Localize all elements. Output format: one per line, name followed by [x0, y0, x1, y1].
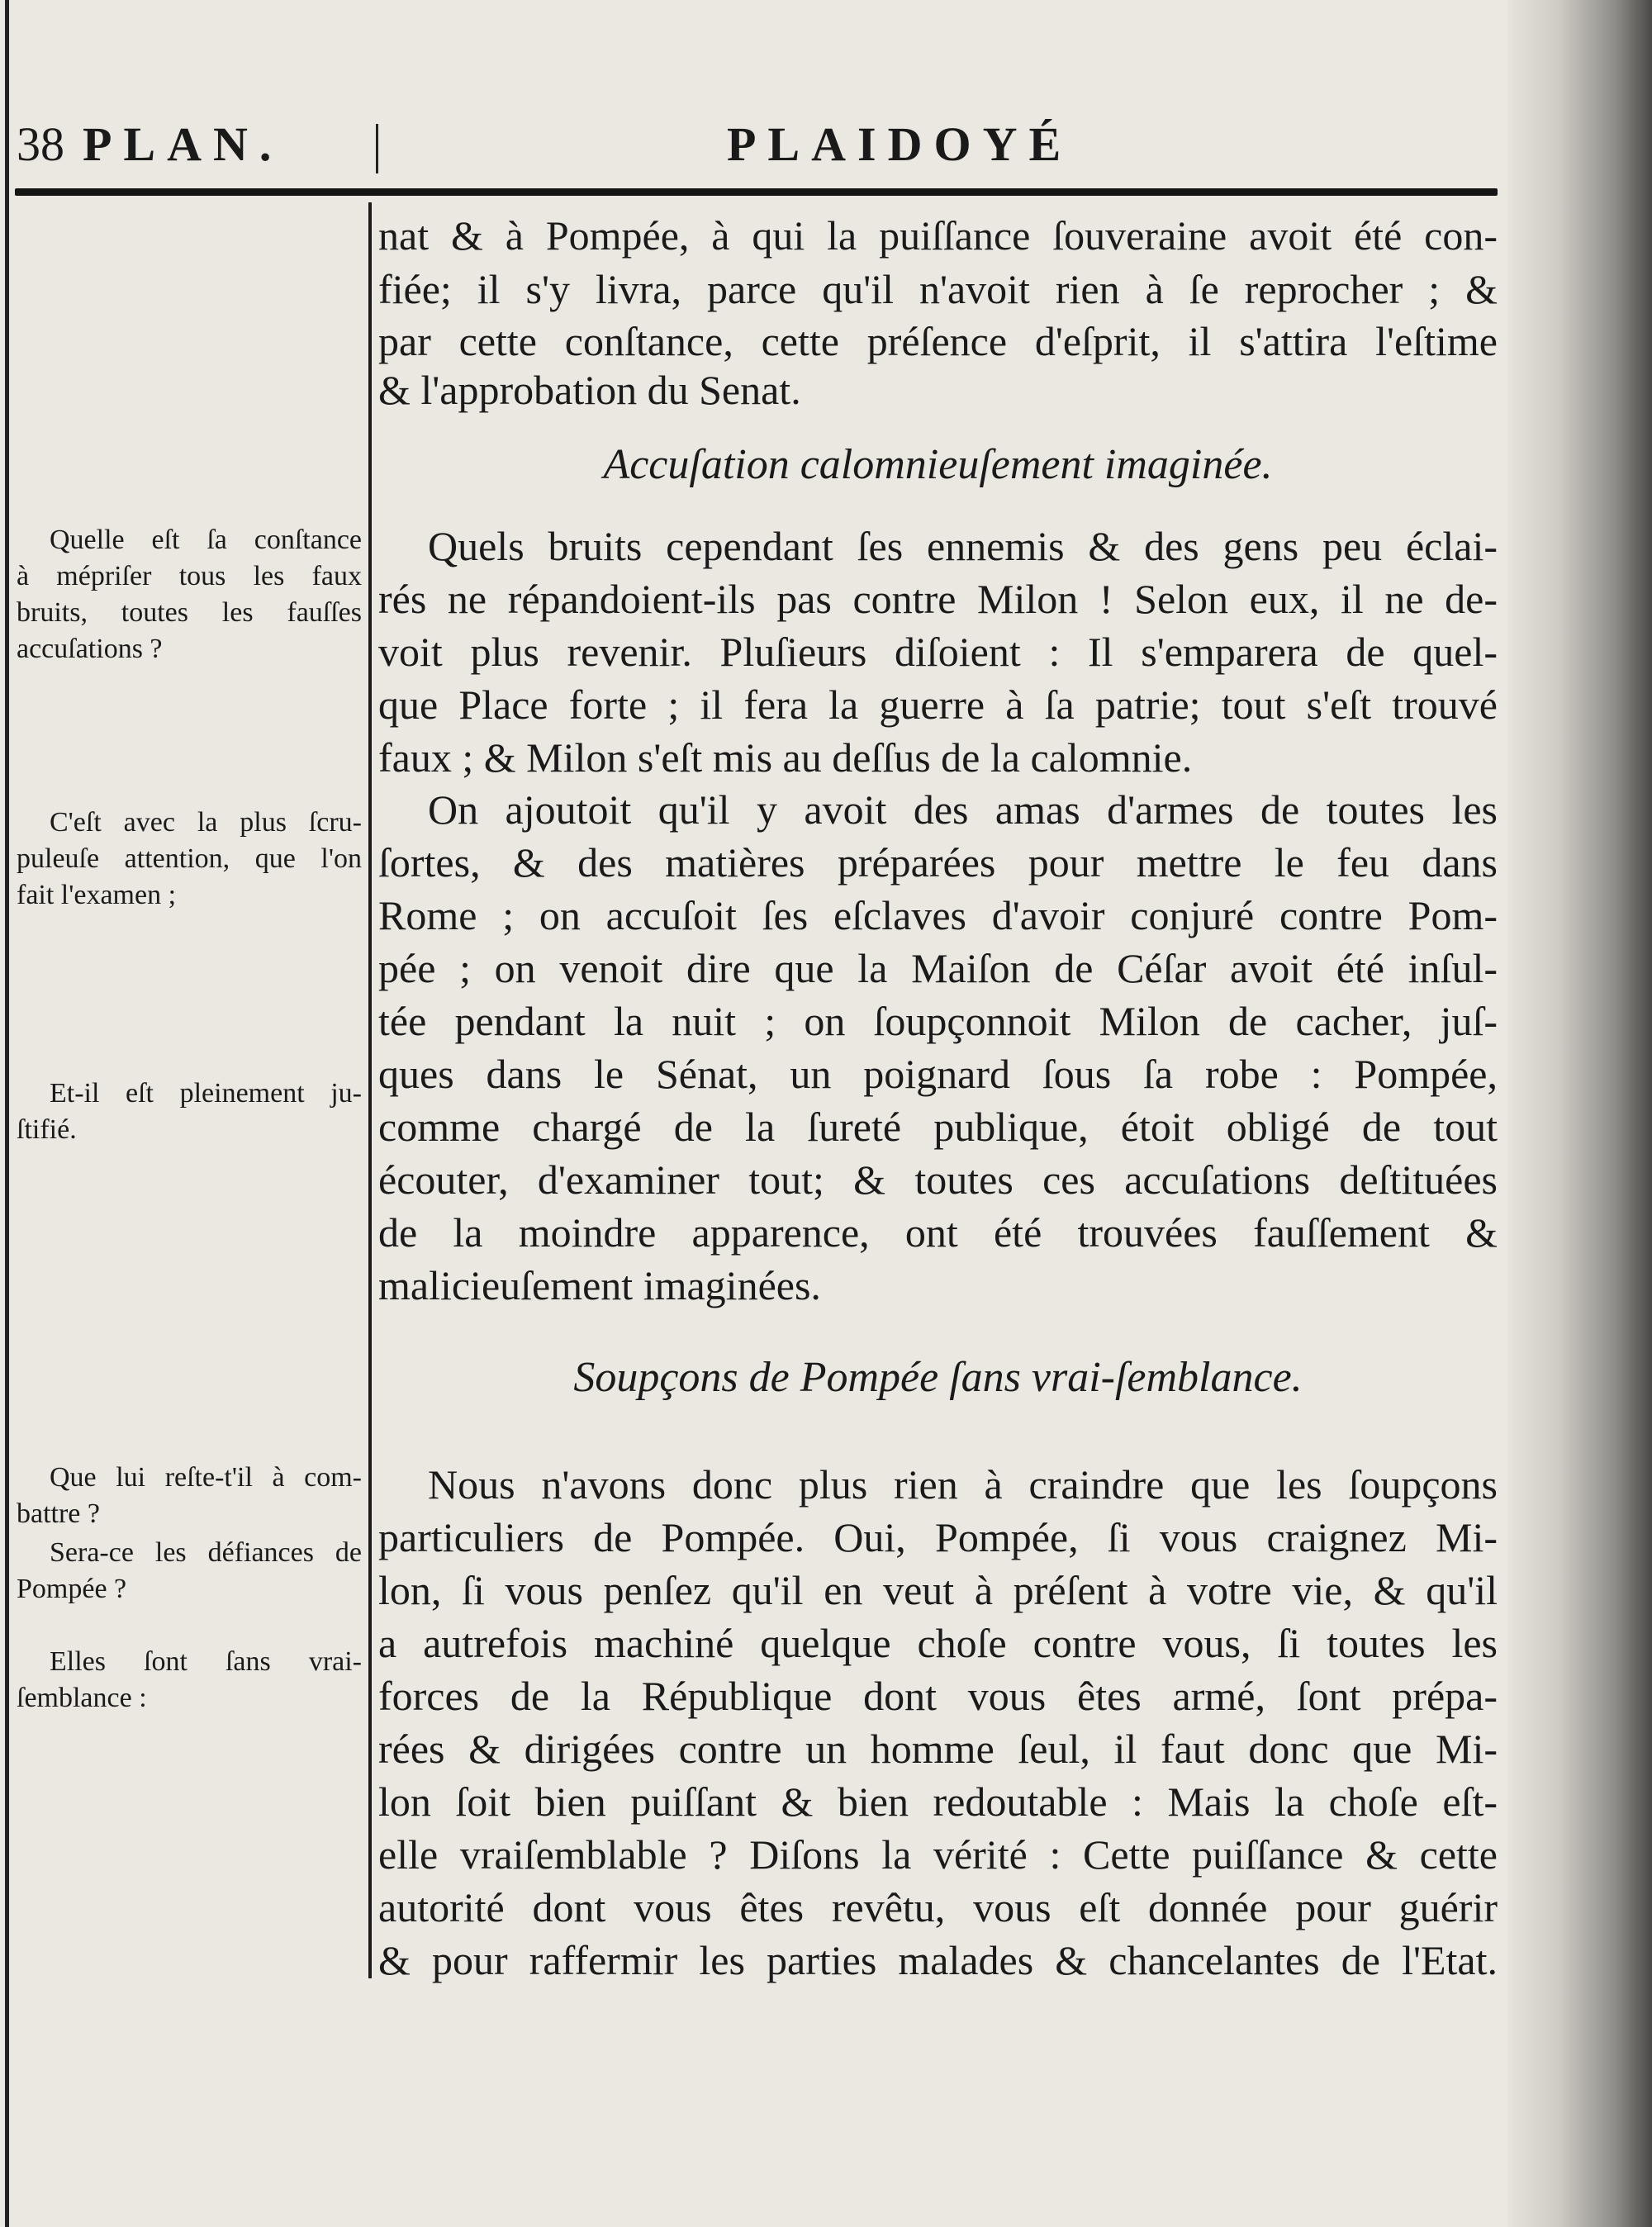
text-line: Nous n'avons donc plus rien à craindre que les ſoupçons — [428, 1461, 1498, 1508]
text-line: ques dans le Sénat, un poignard ſous ſa robe : Pompée, — [378, 1051, 1498, 1097]
page-binding-shadow — [1507, 0, 1652, 2227]
margin-note-line: ſtifié. — [17, 1114, 77, 1145]
page-number: 38 — [17, 117, 64, 171]
text-line: que Place forte ; il fera la guerre à ſa patrie; tout s'eſt trouvé — [378, 681, 1498, 728]
text-line: rés ne répandoient-ils pas contre Milon ! Selon eux, il ne de- — [378, 576, 1498, 622]
header-rule — [15, 188, 1498, 196]
section-heading: Accuſation calomnieuſement imaginée. — [603, 441, 1273, 488]
margin-note-line: puleuſe attention, que l'on — [17, 843, 362, 874]
text-line: forces de la République dont vous êtes armé, ſont prépa- — [378, 1673, 1498, 1719]
margin-note-line: ſemblance : — [17, 1683, 147, 1713]
text-line: ſortes, & des matières préparées pour mettre le feu dans — [378, 839, 1498, 886]
text-line: de la moindre apparence, ont été trouvées fauſſement & — [378, 1209, 1498, 1256]
text-line: écouter, d'examiner tout; & toutes ces accuſations deſtituées — [378, 1156, 1498, 1203]
text-line: & l'approbation du Senat. — [378, 367, 801, 413]
text-line: par cette conſtance, cette préſence d'eſprit, il s'attira l'eſtime — [378, 318, 1498, 364]
text-line: On ajoutoit qu'il y avoit des amas d'armes de toutes les — [428, 786, 1498, 833]
text-line: autorité dont vous êtes revêtu, vous eſt donnée pour guérir — [378, 1884, 1498, 1930]
running-head-left: PLAN. — [83, 117, 283, 171]
text-line: faux ; & Milon s'eſt mis au deſſus de la calomnie. — [378, 734, 1193, 781]
margin-note-line: C'eſt avec la plus ſcru- — [50, 807, 362, 838]
margin-note-line: Et-il eſt pleinement ju- — [50, 1078, 362, 1109]
text-line: rées & dirigées contre un homme ſeul, il faut donc que Mi- — [378, 1726, 1498, 1772]
text-line: elle vraiſemblable ? Diſons la vérité : Cette puiſſance & cette — [378, 1831, 1498, 1878]
margin-note-line: Que lui reſte-t'il à com- — [50, 1462, 362, 1493]
margin-note-line: battre ? — [17, 1498, 100, 1529]
text-line: voit plus revenir. Pluſieurs diſoient : Il s'emparera de quel- — [378, 629, 1498, 675]
text-line: particuliers de Pompée. Oui, Pompée, ſi vous craignez Mi- — [378, 1514, 1498, 1560]
margin-note-line: Sera-ce les défiances de — [50, 1537, 362, 1568]
text-line: lon, ſi vous penſez qu'il en veut à préſent à votre vie, & qu'il — [378, 1567, 1498, 1613]
margin-note-line: bruits, toutes les fauſſes — [17, 597, 362, 628]
margin-note-line: Elles ſont ſans vrai- — [50, 1646, 362, 1677]
margin-note-line: à mépriſer tous les faux — [17, 561, 362, 591]
text-line: Rome ; on accuſoit ſes eſclaves d'avoir conjuré contre Pom- — [378, 892, 1498, 938]
header-divider — [376, 124, 378, 173]
text-line: a autrefois machiné quelque choſe contre vous, ſi toutes les — [378, 1620, 1498, 1666]
text-line: nat & à Pompée, à qui la puiſſance ſouveraine avoit été con- — [378, 212, 1498, 259]
left-border-line — [5, 0, 9, 2227]
text-line: tée pendant la nuit ; on ſoupçonnoit Milon de cacher, juſ- — [378, 998, 1498, 1044]
text-line: fiée; il s'y livra, parce qu'il n'avoit rien à ſe reprocher ; & — [378, 266, 1498, 312]
running-head-right: PLAIDOYÉ — [727, 117, 1073, 171]
section-heading: Soupçons de Pompée ſans vrai-ſemblance. — [573, 1354, 1303, 1401]
margin-note-line: Quelle eſt ſa conſtance — [50, 525, 362, 555]
text-line: malicieuſement imaginées. — [378, 1262, 821, 1308]
text-line: comme chargé de la ſureté publique, étoit obligé de tout — [378, 1104, 1498, 1150]
margin-note-line: accuſations ? — [17, 634, 163, 664]
margin-note-line: fait l'examen ; — [17, 880, 177, 910]
text-line: lon ſoit bien puiſſant & bien redoutable : Mais la choſe eſt- — [378, 1778, 1498, 1825]
margin-note-line: Pompée ? — [17, 1574, 127, 1604]
text-line: & pour raffermir les parties malades & chancelantes de l'Etat. — [378, 1937, 1498, 1983]
text-line: Quels bruits cependant ſes ennemis & des gens peu éclai- — [428, 523, 1498, 569]
text-line: pée ; on venoit dire que la Maiſon de Céſar avoit été inſul- — [378, 945, 1498, 991]
margin-column-divider — [368, 202, 372, 1978]
